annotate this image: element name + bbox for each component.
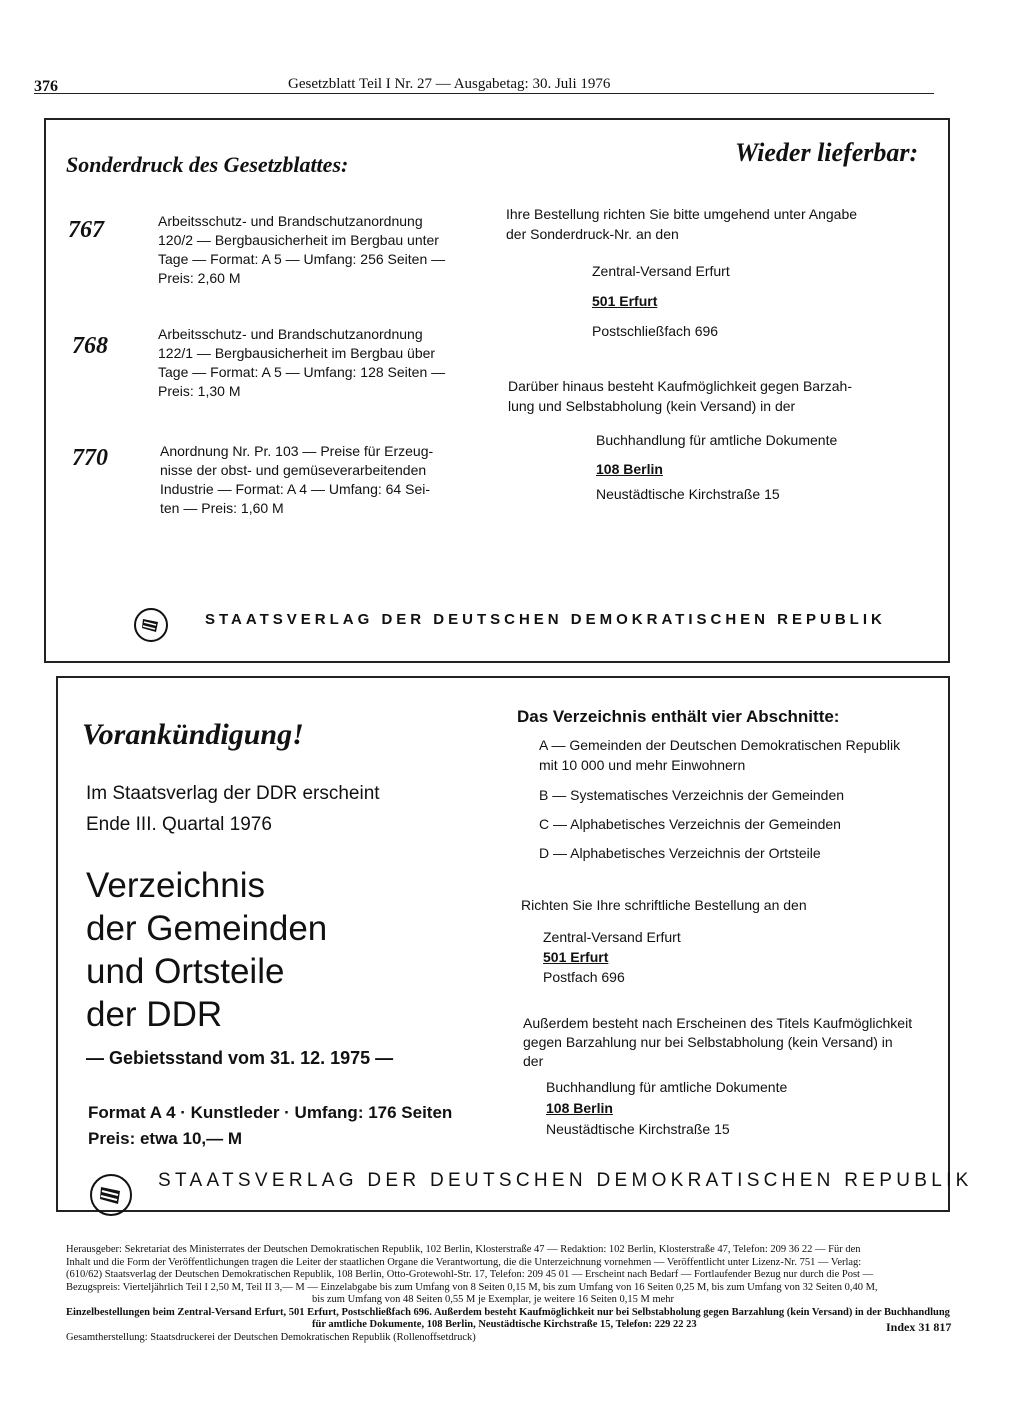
sections-heading: Das Verzeichnis enthält vier Abschnitte: — [517, 707, 840, 726]
announcement-intro: Im Staatsverlag der DDR erscheint Ende III. Quartal 1976 — [86, 783, 380, 835]
format-and-price: Format A 4 · Kunstleder · Umfang: 176 Seiten Preis: etwa 10,— M — [88, 1103, 453, 1148]
order-text: Richten Sie Ihre schriftliche Bestellung an den — [521, 897, 807, 913]
item-number-770: 770 — [72, 445, 108, 471]
publisher-name: STAATSVERLAG DER DEUTSCHEN DEMOKRATISCHEN REPUBLIK — [205, 611, 886, 628]
page-header-title: Gesetzblatt Teil I Nr. 27 — Ausgabetag: 30. Juli 1976 — [288, 76, 611, 92]
order-instructions: Ihre Bestellung richten Sie bitte umgehend unter Angabe der Sonderdruck-Nr. an den — [506, 206, 858, 242]
item-description-768: Arbeitsschutz- und Brandschutzanordnung 122/1 — Bergbausicherheit im Bergbau über Tage — Format: A 5 — Umfang: 128 Seiten — Preis: 1,30 M — [158, 326, 446, 399]
item-number-767: 767 — [68, 217, 104, 243]
wieder-lieferbar-heading: Wieder lieferbar: — [735, 138, 919, 167]
section-b: B — Systematisches Verzeichnis der Gemeinden — [539, 787, 845, 803]
staatsverlag-logo-icon-2 — [90, 1174, 132, 1216]
address-buchhandlung: Buchhandlung für amtliche Dokumente 108 Berlin Neustädtische Kirchstraße 15 — [596, 432, 838, 502]
staatsverlag-logo-icon — [134, 608, 168, 642]
item-description-767: Arbeitsschutz- und Brandschutzanordnung 120/2 — Bergbausicherheit im Bergbau unter Tage — Format: A 5 — Umfang: 256 Seiten — Preis: 2,60 M — [158, 213, 446, 286]
book-title: Verzeichnis der Gemeinden und Ortsteile der DDR — [86, 866, 328, 1034]
imprint: Herausgeber: Sekretariat des Ministerrates der Deutschen Demokratischen Republik, 102 Berlin, Klosterstraße 47 — Redaktion: 102 Berlin, Klosterstraße 47, Telefon: 209 36 22 — Für den Inhalt und die Form der Veröffentlichungen tragen die Leiter der staatlichen Organe die Verantwortung, die die Unterzeichnung vornehmen — Veröffentlicht unter Lizenz-Nr. 751 — Verlag: (610/62) Staatsverlag der Deutschen Demokratischen Republik, 108 Berlin, Otto-Grotewohl-Str. 17, Telefon: 209 45 01 — Erscheint nach Bedarf — Fortlaufender Bezug nur durch die Post — Bezugspreis: Vierteljährlich Teil I 2,50 M, Teil II 3,— M — Einzelabgabe bis zum Umfang von 8 Seiten 0,15 M, bis zum Umfang von 16 Seiten 0,25 M, bis zum Umfang von 32 Seiten 0,40 M, bis zum Umfang von 48 Seiten 0,55 M je Exemplar, je weitere 16 Seiten 0,15 M mehr Einzelbestellungen beim Zentral-Versand Erfurt, 501 Erfurt, Postschließfach 696. Außerdem besteht Kaufmöglichkeit nur bei Selbstabholung gegen Barzahlung (kein Versand) in der Buchhandlung für amtliche Dokumente, 108 Berlin, Neustädtische Kirchstraße 15, Telefon: 229 22 23 Gesamtherstellung: Staatsdruckerei der Deutschen Demokratischen Republik (Rollenoffsetdruck) — [66, 1244, 950, 1343]
publisher-name-2: STAATSVERLAG DER DEUTSCHEN DEMOKRATISCHEN REPUBLIK — [158, 1170, 973, 1191]
address-zentral-versand: Zentral-Versand Erfurt 501 Erfurt Postschließfach 696 — [592, 263, 730, 339]
section-c: C — Alphabetisches Verzeichnis der Gemeinden — [539, 816, 841, 832]
section-d: D — Alphabetisches Verzeichnis der Ortsteile — [539, 845, 821, 861]
address-buchhandlung-2: Buchhandlung für amtliche Dokumente 108 Berlin Neustädtische Kirchstraße 15 — [546, 1079, 788, 1137]
page-number: 376 — [34, 78, 58, 95]
purchase-info: Darüber hinaus besteht Kaufmöglichkeit gegen Barzah- lung und Selbstabholung (kein Versand) in der — [508, 378, 852, 414]
sonderdruck-heading: Sonderdruck des Gesetzblattes: — [66, 152, 349, 177]
sections-list — [539, 735, 934, 863]
address-zentral-versand-2: Zentral-Versand Erfurt 501 Erfurt Postfach 696 — [543, 929, 681, 985]
purchase-info-2: Außerdem besteht nach Erscheinen des Titels Kaufmöglichkeit gegen Barzahlung nur bei Selbstabholung (kein Versand) in der — [523, 1015, 913, 1069]
index-number: Index 31 817 — [886, 1320, 952, 1334]
item-description-770: Anordnung Nr. Pr. 103 — Preise für Erzeug- nisse der obst- und gemüseverarbeitenden Industrie — Format: A 4 — Umfang: 64 Sei- ten — Preis: 1,60 M — [160, 443, 434, 516]
announcement-heading: Vorankündigung! — [82, 718, 304, 751]
header-rule — [34, 93, 934, 94]
section-a: A — Gemeinden der Deutschen Demokratischen Republik mit 10 000 und mehr Einwohnern — [539, 737, 901, 773]
gebietsstand: — Gebietsstand vom 31. 12. 1975 — — [86, 1048, 394, 1068]
item-number-768: 768 — [72, 333, 108, 359]
